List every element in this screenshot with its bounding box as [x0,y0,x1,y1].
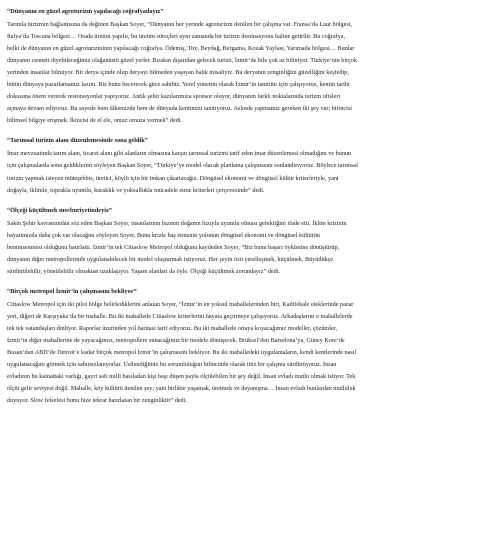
section-paragraph [7,299,497,407]
text-line: yeri, diğeri de Karşıyaka’da bir mahalle. Bu iki mahallede Cittaslow kriterlerini hayata geçirmeye çalışıyoruz. Arkadaşlarım o mahallelerde [7,312,353,320]
text-line: ölçüt gelir seviyesi değil. Mahalle, köy kültürü denilen şey; yani birlikte yaşamak, üretmek ve dayanışma… İnsan evladı bunlardan mutluluk [7,385,356,393]
section-heading: “Dünyanın en güzel agroturizm yapılacağı coğrafyadayız” [7,8,164,15]
text-line: sürdürülebilir, yönetilebilir olmaktan uzaklaşıyor. Yaşam alanları da öyle. Ölçeği küçültmek zorundayız” dedi. [7,267,280,275]
text-line: doğayla, iklimle, toprakla uyumlu, kuraklık ve yoksullukla mücadele etme kriterleri çerçevesinde” dedi. [7,186,265,194]
section-agroturizm [7,7,497,127]
text-line: İtalya’da Toscana bölgesi… Orada üretim yapılır, bu üretim süreçleri aynı zamanda bir turizm destinasyonu haline getirilir. Bu coğrafya, [7,33,346,41]
text-line: turizm yapmak isteyen müteşebbis, üretici, köylü için bir imkan çıkartacağız. Döngüsel ekonomi ve döngüsel kültür kriterleriyle, yani [7,174,339,182]
text-line: benimsenmesi olduğunu hatırlattı. İzmir’in tek Cittaslow Metropol olduğunu kaydeden Soyer, “Biz bunu başarı öyküsüne dönüştürüp, [7,243,340,251]
section-metropol [7,287,497,407]
section-paragraph [7,148,497,196]
section-spacer [7,127,497,136]
section-tarimsal-turizm [7,136,497,196]
section-heading: “Ölçeği küçültmek mecburiyetindeyiz” [7,206,112,214]
text-line: evladının bu kainattaki varlığı, gayri safi milli hasıladan kişi başı düşen paylа ölçülebilen bir şey değil. İnsan evladı mutlu olmak istiyor. Tek [7,373,356,381]
text-line: Tarımla turizmin bağlantısına da değinen Başkan Soyer, “Dünyanın her yerinde agroturizm denilen bir çalışma var. Fransa’da Luar bölgesi, [7,21,353,28]
text-line: dünyanın diğer metropollerinde uygulanabilecek bir model oluşturmak istiyoruz. Her şeyin özü yerelleşmek, küçülmek. Büyüdükçe [7,255,334,263]
text-line: Sakin Şehir kavramından söz eden Başkan Soyer, insanlarının hızının doğanın hızıyla uyumlu olması gerektiğini ifade etti. İklim krizinin [7,219,347,227]
text-line: Cittaslow Metropol için iki pilot bölge belirlediklerini anlatan Soyer, “İzmir’in en yoksul mahallelerinden biri, Kadifekale eteklerinde pazar [7,300,354,308]
text-line: tek tek vatandaşları dinliyor. Raporlar üzerinden yol haritası tarif ediyoruz. Bu iki mahallede ortaya koyacağımız modeller, çözümler, [7,324,338,332]
text-line: dünyanın cenneti diyebileceğimiz olağanüstü güzel yerler. Bırakın dışarıdan gelecek turisti, İzmir’de bile çok az biliniyor. Türkiye’nin birçok [7,57,358,65]
section-paragraph [7,19,497,127]
section-spacer [7,197,497,206]
text-line: dokusuna önem vererek restorasyonlar yapıyoruz. Antik şehir kazılarımıza sponsor oluyor, dünyanın farklı noktalarında turizm ofisleri [7,93,341,101]
section-spacer [7,278,497,287]
text-line: bütün dünyaya pazarlamamız lazım. Biz bunu becerecek güce sahibiz. Yerel yönetim olarak İzmir’in tanıtımı için çalışıyoruz, kentin tarihi [7,81,350,89]
text-line: hayatımızda daha çok var olacağını söyleyen Soyer, Bunu krizle baş etmenin yolunun döngüsel ekonomi ve döngüsel kültürün [7,231,321,239]
text-line: uygulanacağını görmek için sabırsızlanıyorlar. Üstlendiğimiz bu sorumluluğun bilincinde olarak titiz bir çalışma sürdürüyoruz. İnsan [7,361,337,369]
section-heading: “Birçok metropol İzmir’in çalışmasını bekliyor” [7,287,137,295]
text-line: İzmir’in diğer mahallerine de yayacağımız, metropollere sunacağımız bir modele dönüşecek. Brüksel’den Barselona’ya, Güney Kore’de [7,336,345,344]
section-heading: “Tarımsal turizm alanı düzenlemesinde sona geldik” [7,137,148,145]
text-line: için çalışmalarda sona geldiklerini söyleyen Başkan Soyer, “Türkiye’ye model olacak planlama çalışmasını sonlandırıyoruz. Böylece tarımsal [7,162,358,170]
section-paragraph [7,218,497,278]
section-olcegi-kucultmek [7,206,497,278]
text-line: yerinden insanlar bilmiyor. Bir derya içinde olup deryayı bilmeden yaşayan balık misaliyiz. Bu deryanın zenginliğini güzelliğini keşfedip, [7,69,349,77]
text-line: duyuyor. Slow felsefesi bunu bize tekrar hatırlatan bir zenginliktir” dedi. [7,397,187,405]
text-line: Busan’dan ABD’de Detroit’e kadar birçok metropol İzmir’in çalışmasını bekliyor. Bu iki mahalledeki uygulamaların, kendi kentlerinde nasıl [7,349,357,357]
text-line: açmaya devam ediyoruz. Bu sayede hem ülkemizde hem de dünyada kentimizi tanıtıyoruz. Aslında yapmamız gereken iki şey var; birincisi [7,105,353,113]
text-line: bilimsel bilgiye erişmek. İkincisi de el ele, omuz omuza vermek” dedi. [7,117,183,125]
text-line: İmar mevzuatında tarım alanı, ticaret alanı gibi alanların olmasına karşın tarımsal turizmi tarif eden imar düzenlemesi olmadığını ve bunun [7,150,352,158]
text-line: belki de dünyanın en güzel agroturizminin yapılacağı coğrafya. Ödemiş, Tire, Beydağ, Bergama, Kozak Yaylası, Yarımada bölgesi… Bunlar [7,45,355,53]
